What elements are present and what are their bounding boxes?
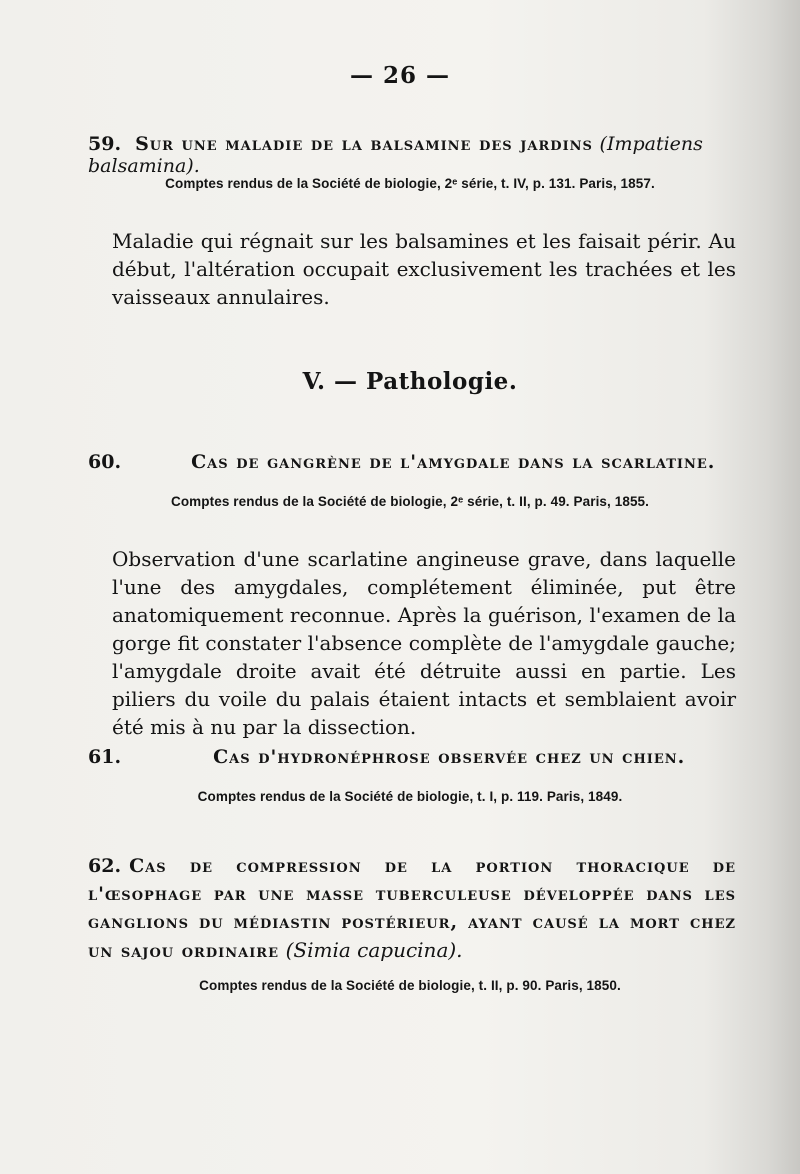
entry-title: Sur une maladie de la balsamine des jardins	[135, 133, 593, 155]
entry-60-heading	[88, 451, 736, 473]
entry-61-reference: Comptes rendus de la Société de biologie, t. I, p. 119. Paris, 1849.	[197, 789, 623, 804]
entry-number: 60.	[88, 451, 122, 473]
entry-title-italic: (Impatiens balsamina).	[88, 133, 703, 177]
entry-title: Cas d'hydronéphrose observée chez un chien.	[213, 746, 686, 768]
paragraph: Observation d'une scarlatine angineuse grave, dans laquelle l'une des amygdales, complétement éliminée, put être anatomiquement reconnue. Après la guérison, l'examen de la gorge fit constater l'absence complète de l'amygdale gauche; l'amygdale droite avait été détruite aussi en partie. Les piliers du voile du palais étaient intacts et semblaient avoir été mis à nu par la dissection.	[112, 547, 736, 739]
entry-59-text	[88, 227, 736, 311]
entry-62-reference: Comptes rendus de la Société de biologie, t. II, p. 90. Paris, 1850.	[199, 978, 621, 993]
section-heading: V. — Pathologie.	[302, 368, 518, 395]
entry-number: 59.	[88, 133, 122, 155]
entry-title-italic: (Simia capucina).	[285, 938, 463, 962]
entry-59-heading	[88, 133, 736, 177]
entry-number: 62.	[88, 855, 122, 877]
entry-59-reference: Comptes rendus de la Société de biologie, 2ᵉ série, t. IV, p. 131. Paris, 1857.	[165, 176, 655, 191]
page-number: — 26 —	[349, 62, 451, 89]
entry-60-reference: Comptes rendus de la Société de biologie, 2ᵉ série, t. II, p. 49. Paris, 1855.	[170, 494, 650, 509]
entry-title: Cas de compression de la portion thoracique de l'œsophage par une masse tuberculeuse développée dans les ganglions du médiastin postérieur, ayant causé la mort chez un sajou ordinaire	[88, 855, 736, 962]
paragraph: Maladie qui régnait sur les balsamines et les faisait périr. Au début, l'altération occupait exclusivement les trachées et les vaisseaux annulaires.	[112, 229, 736, 309]
entry-number: 61.	[88, 746, 122, 768]
entry-61-heading	[88, 746, 736, 768]
entry-62-heading	[88, 852, 736, 965]
entry-title: Cas de gangrène de l'amygdale dans la scarlatine.	[191, 451, 716, 473]
entry-60-text	[88, 545, 736, 741]
